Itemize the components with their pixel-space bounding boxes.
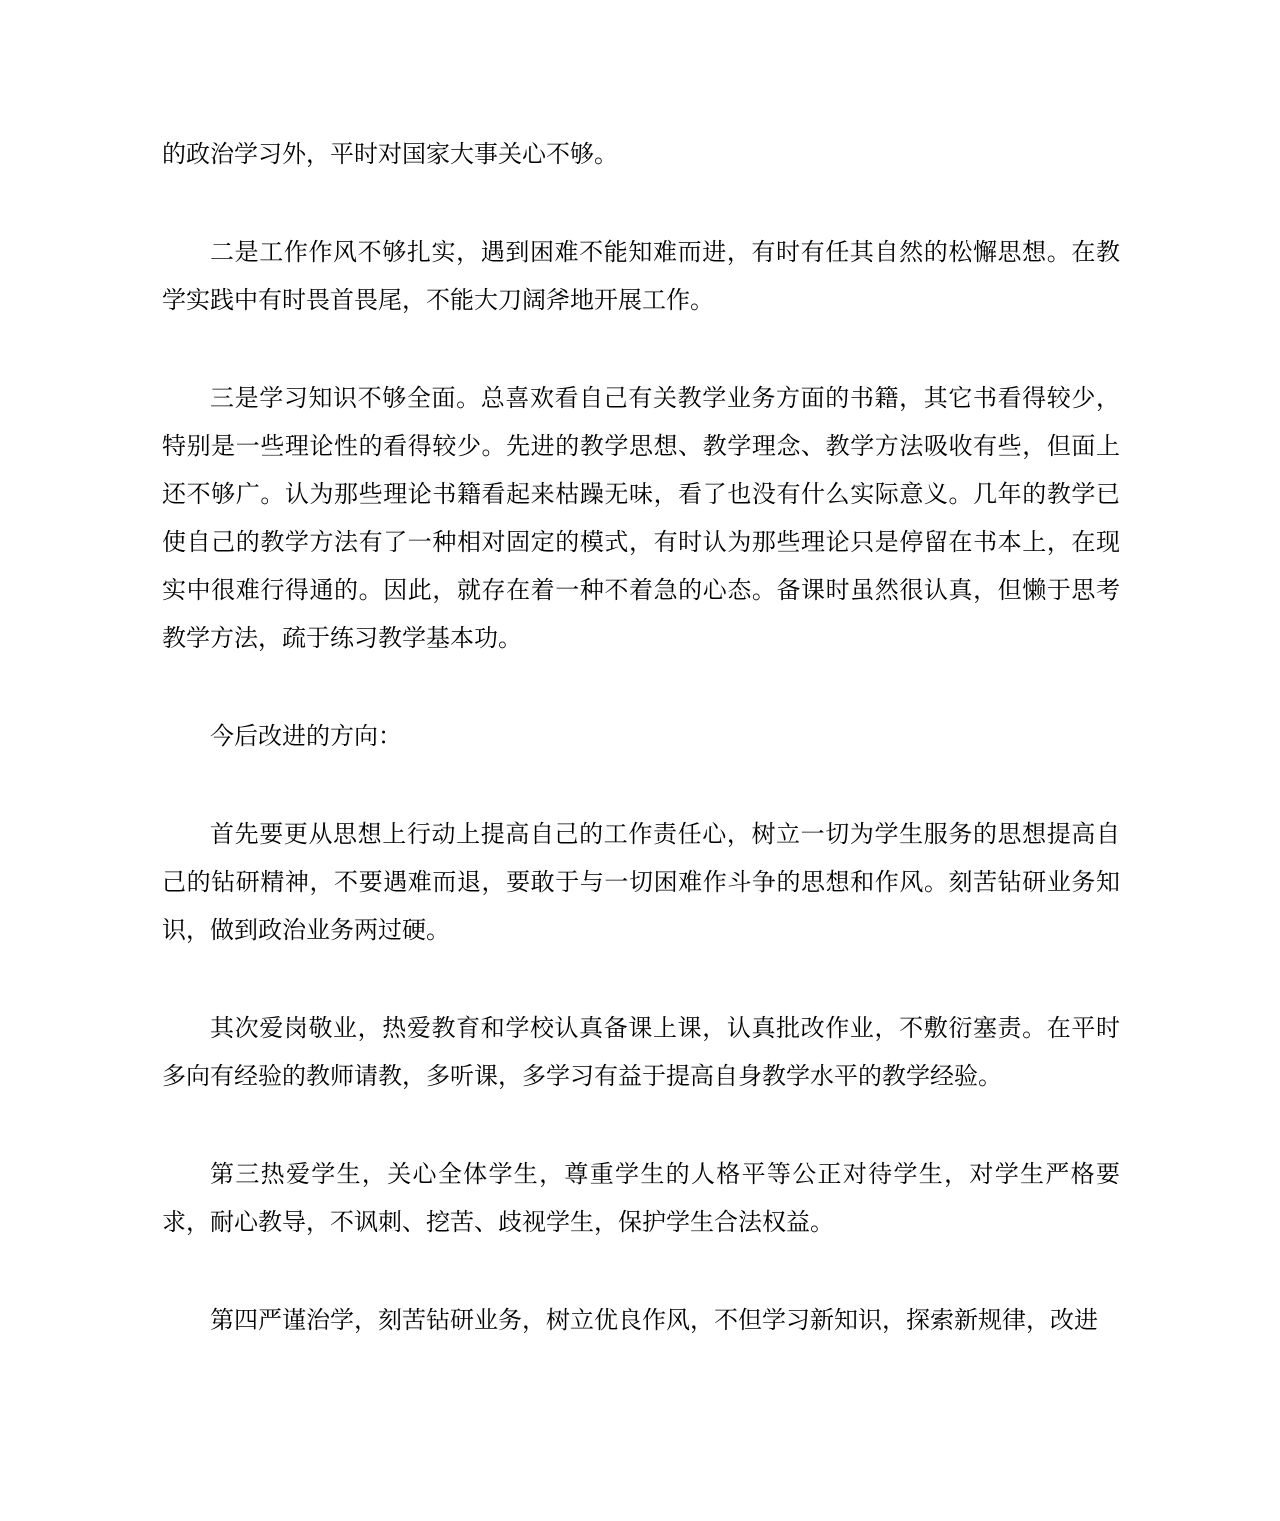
paragraph-1: 的政治学习外，平时对国家大事关心不够。 (162, 140, 618, 168)
paragraph-4: 今后改进的方向： (210, 722, 402, 750)
paragraph-6: 其次爱岗敬业，热爱教育和学校认真备课上课，认真批改作业，不敷衍塞责。在平时多向有经验的教师请教，多听课，多学习有益于提高自身教学水平的教学经验。 (162, 1014, 1120, 1090)
paragraph-5: 首先要更从思想上行动上提高自己的工作责任心，树立一切为学生服务的思想提高自己的钻研精神，不要遇难而退，要敢于与一切困难作斗争的思想和作风。刻苦钻研业务知识，做到政治业务两过硬。 (162, 820, 1120, 944)
paragraph-2: 二是工作作风不够扎实，遇到困难不能知难而进，有时有任其自然的松懈思想。在教学实践中有时畏首畏尾，不能大刀阔斧地开展工作。 (162, 238, 1120, 314)
paragraph-8: 第四严谨治学，刻苦钻研业务，树立优良作风，不但学习新知识，探索新规律，改进 (210, 1306, 1098, 1334)
paragraph-7: 第三热爱学生，关心全体学生，尊重学生的人格平等公正对待学生，对学生严格要求，耐心教导，不讽刺、挖苦、歧视学生，保护学生合法权益。 (162, 1160, 1120, 1236)
paragraph-3: 三是学习知识不够全面。总喜欢看自己有关教学业务方面的书籍，其它书看得较少，特别是一些理论性的看得较少。先进的教学思想、教学理念、教学方法吸收有些，但面上还不够广。认为那些理论书籍看起来枯躁无味，看了也没有什么实际意义。几年的教学已使自己的教学方法有了一种相对固定的模式，有时认为那些理论只是停留在书本上，在现实中很难行得通的。因此，就存在着一种不着急的心态。备课时虽然很认真，但懒于思考教学方法，疏于练习教学基本功。 (162, 384, 1120, 652)
document-body (162, 130, 1120, 1394)
